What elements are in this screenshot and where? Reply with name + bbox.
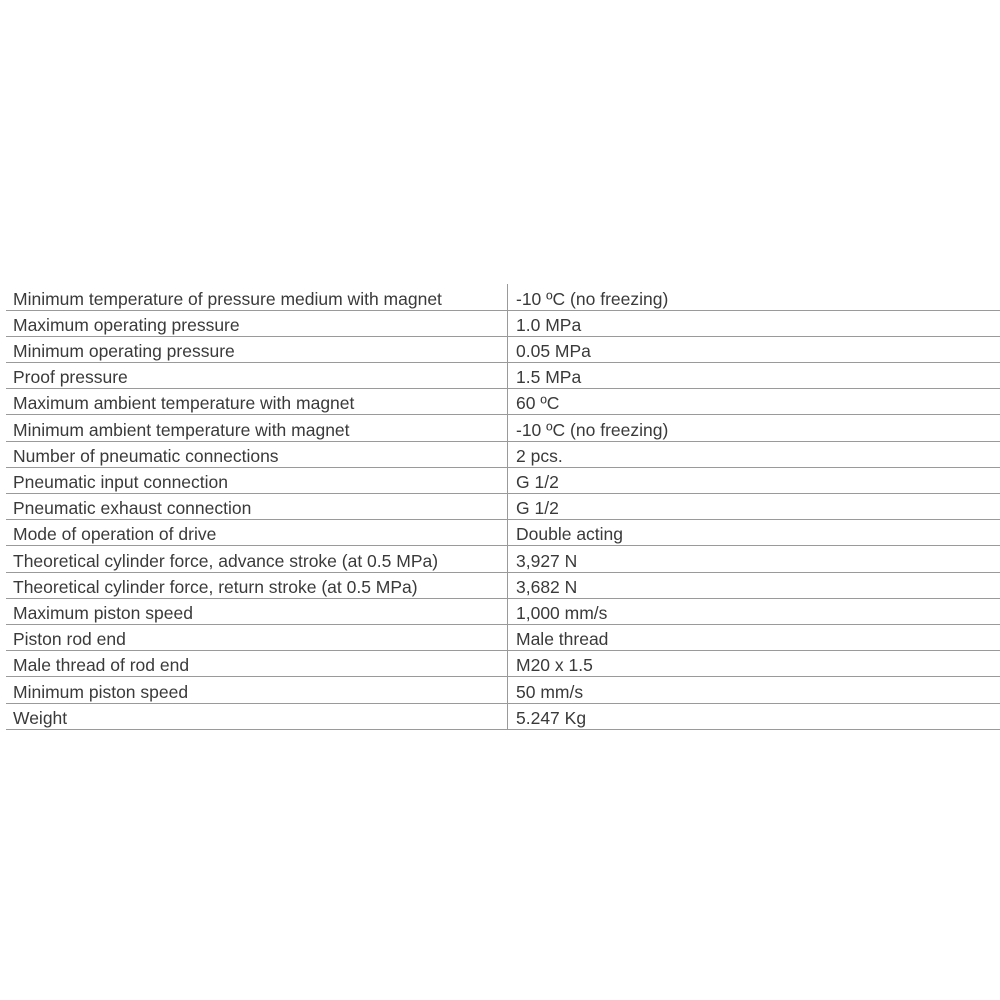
- parameter-cell: Mode of operation of drive: [6, 520, 508, 546]
- parameter-cell: Minimum operating pressure: [6, 336, 508, 362]
- table-row: [6, 546, 1000, 572]
- value-cell: 3,682 N: [508, 572, 1000, 598]
- table-row: [6, 520, 1000, 546]
- parameter-cell: Minimum ambient temperature with magnet: [6, 415, 508, 441]
- parameter-cell: Pneumatic input connection: [6, 467, 508, 493]
- parameter-cell: Number of pneumatic connections: [6, 441, 508, 467]
- value-cell: -10 ºC (no freezing): [508, 284, 1000, 310]
- value-cell: 1.0 MPa: [508, 310, 1000, 336]
- value-cell: 1.5 MPa: [508, 363, 1000, 389]
- value-cell: 50 mm/s: [508, 677, 1000, 703]
- parameter-cell: Maximum operating pressure: [6, 310, 508, 336]
- parameter-cell: Minimum piston speed: [6, 677, 508, 703]
- value-cell: -10 ºC (no freezing): [508, 415, 1000, 441]
- value-cell: 5.247 Kg: [508, 703, 1000, 729]
- parameter-cell: Weight: [6, 703, 508, 729]
- parameter-cell: Maximum ambient temperature with magnet: [6, 389, 508, 415]
- table-row: [6, 415, 1000, 441]
- parameter-cell: Proof pressure: [6, 363, 508, 389]
- table-row: [6, 441, 1000, 467]
- parameter-cell: Pneumatic exhaust connection: [6, 494, 508, 520]
- specifications-table: [6, 284, 1000, 730]
- value-cell: 3,927 N: [508, 546, 1000, 572]
- table-row: [6, 703, 1000, 729]
- parameter-cell: Minimum temperature of pressure medium with magnet: [6, 284, 508, 310]
- table-row: [6, 572, 1000, 598]
- value-cell: G 1/2: [508, 467, 1000, 493]
- table-row: [6, 310, 1000, 336]
- value-cell: Double acting: [508, 520, 1000, 546]
- table-row: [6, 389, 1000, 415]
- specifications-table-body: [6, 284, 1000, 729]
- table-row: [6, 598, 1000, 624]
- value-cell: M20 x 1.5: [508, 651, 1000, 677]
- table-row: [6, 677, 1000, 703]
- parameter-cell: Maximum piston speed: [6, 598, 508, 624]
- parameter-cell: Theoretical cylinder force, return stroke (at 0.5 MPa): [6, 572, 508, 598]
- parameter-cell: Theoretical cylinder force, advance stroke (at 0.5 MPa): [6, 546, 508, 572]
- value-cell: 1,000 mm/s: [508, 598, 1000, 624]
- parameter-cell: Male thread of rod end: [6, 651, 508, 677]
- table-row: [6, 284, 1000, 310]
- table-row: [6, 336, 1000, 362]
- table-row: [6, 467, 1000, 493]
- value-cell: 2 pcs.: [508, 441, 1000, 467]
- table-row: [6, 651, 1000, 677]
- value-cell: 60 ºC: [508, 389, 1000, 415]
- value-cell: G 1/2: [508, 494, 1000, 520]
- value-cell: Male thread: [508, 624, 1000, 650]
- table-row: [6, 624, 1000, 650]
- value-cell: 0.05 MPa: [508, 336, 1000, 362]
- table-row: [6, 494, 1000, 520]
- table-row: [6, 363, 1000, 389]
- parameter-cell: Piston rod end: [6, 624, 508, 650]
